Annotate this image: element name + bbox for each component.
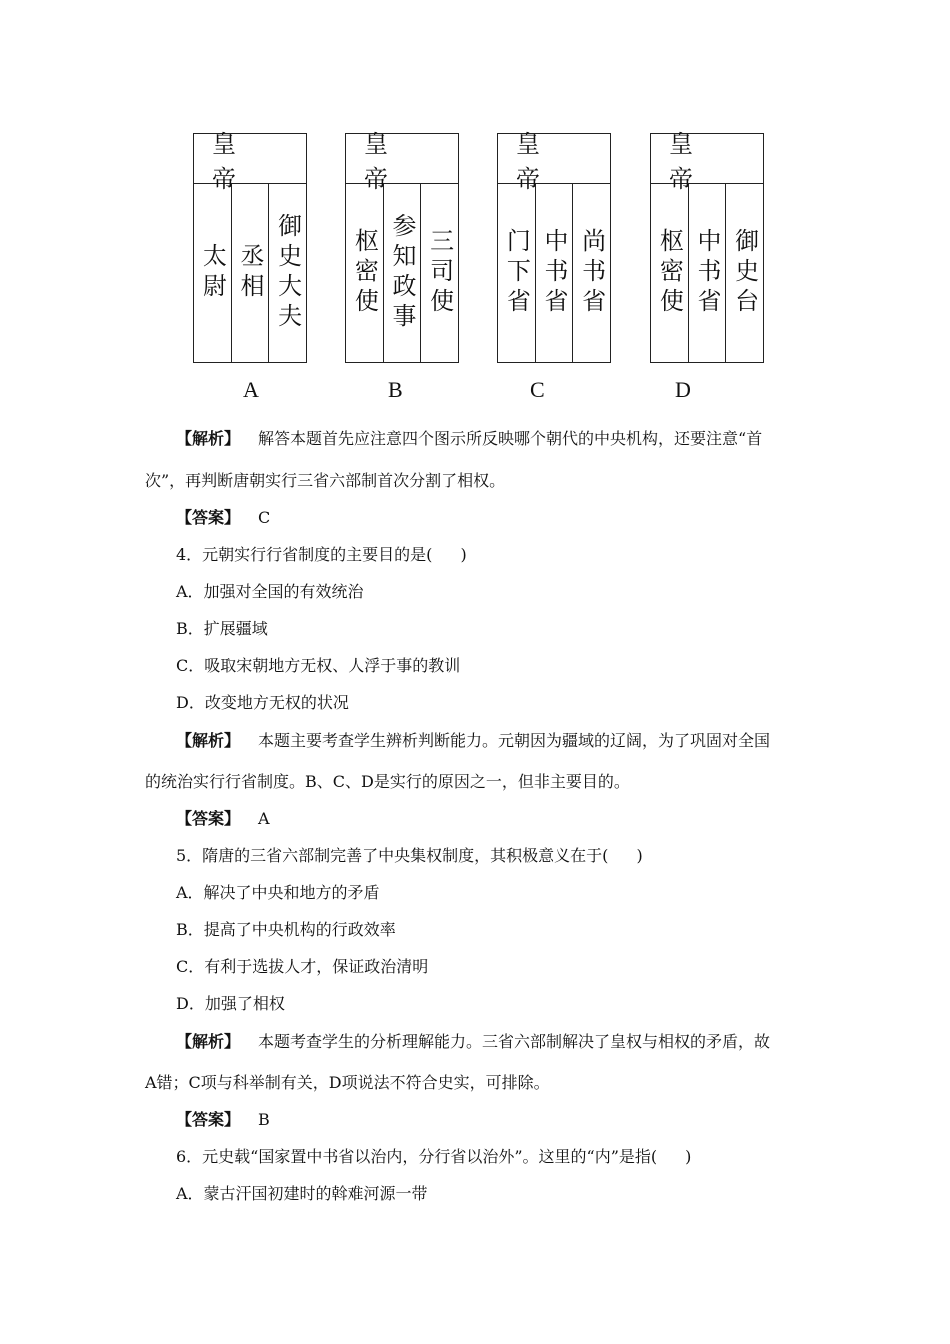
answer-tag: 【答案】 [176,809,241,828]
option-a: A．加强对全国的有效统治 [176,582,364,601]
option-b: B．提高了中央机构的行政效率 [176,920,396,939]
option-a: A．蒙古汗国初建时的斡难河源一带 [176,1184,428,1203]
question-stem: 4．元朝实行行省制度的主要目的是( [176,545,433,564]
diagram-d [650,129,764,363]
question-paren-close: ) [460,545,467,564]
option-d: D．改变地方无权的状况 [176,693,349,712]
option-b: B．扩展疆域 [176,619,268,638]
question-6 [176,1144,691,1167]
analysis-q3 [176,426,762,449]
diagram-col: 太尉 [198,243,227,303]
analysis-q4 [176,728,770,751]
diagram-head: 皇帝 [346,134,458,184]
answer-q4 [176,806,270,829]
question-5 [176,843,643,866]
answer-tag: 【答案】 [176,508,241,527]
analysis-q5 [176,1029,770,1052]
question-paren-close: ) [685,1147,692,1166]
diagram-head: 皇帝 [194,134,306,184]
analysis-text-cont: 的统治实行行省制度。B、C、D是实行的原因之一，但非主要目的。 [145,772,630,791]
analysis-tag: 【解析】 [176,1032,241,1051]
diagram-col: 枢密使 [655,228,684,318]
option-c: C．有利于选拔人才，保证政治清明 [176,957,429,976]
diagram-c [497,129,611,363]
diagram-label-a: A [243,377,259,402]
diagram-col: 门下省 [502,228,531,318]
analysis-text: 解答本题首先应注意四个图示所反映哪个朝代的中央机构，还要注意“首 [258,429,763,448]
answer-value: B [258,1110,270,1129]
diagram-col: 参知政事 [388,213,416,333]
answer-tag: 【答案】 [176,1110,241,1129]
diagram-head: 皇帝 [651,134,763,184]
analysis-text-cont: A错；C项与科举制有关，D项说法不符合史实，可排除。 [145,1073,550,1092]
diagram-col: 尚书省 [577,228,606,318]
option-c: C．吸取宋朝地方无权、人浮于事的教训 [176,656,461,675]
diagram-label-b: B [388,377,403,402]
question-paren-close: ) [636,846,643,865]
option-a: A．解决了中央和地方的矛盾 [176,883,380,902]
analysis-tag: 【解析】 [176,429,241,448]
diagram-head: 皇帝 [498,134,610,184]
diagram-b [345,129,459,363]
diagram-col: 御史台 [730,228,759,318]
answer-value: A [258,809,270,828]
answer-value: C [258,508,271,527]
diagram-col: 枢密使 [350,228,379,318]
analysis-tag: 【解析】 [176,731,241,750]
diagram-label-d: D [675,377,691,402]
diagram-col: 中书省 [540,228,568,318]
diagram-col: 中书省 [693,228,721,318]
analysis-text-cont: 次”，再判断唐朝实行三省六部制首次分割了相权。 [145,471,506,490]
question-4 [176,542,467,565]
option-d: D．加强了相权 [176,994,285,1013]
diagram-a [193,129,307,363]
answer-q5 [176,1107,270,1130]
diagram-col: 三司使 [425,228,454,318]
diagram-label-c: C [530,377,545,402]
answer-q3 [176,505,270,528]
analysis-text: 本题考查学生的分析理解能力。三省六部制解决了皇权与相权的矛盾，故 [258,1032,771,1051]
diagram-col: 御史大夫 [273,213,302,333]
diagram-col: 丞相 [236,243,264,303]
analysis-text: 本题主要考查学生辨析判断能力。元朝因为疆域的辽阔，为了巩固对全国 [258,731,771,750]
question-stem: 6．元史载“国家置中书省以治内，分行省以治外”。这里的“内”是指( [176,1147,658,1166]
question-stem: 5．隋唐的三省六部制完善了中央集权制度，其积极意义在于( [176,846,609,865]
